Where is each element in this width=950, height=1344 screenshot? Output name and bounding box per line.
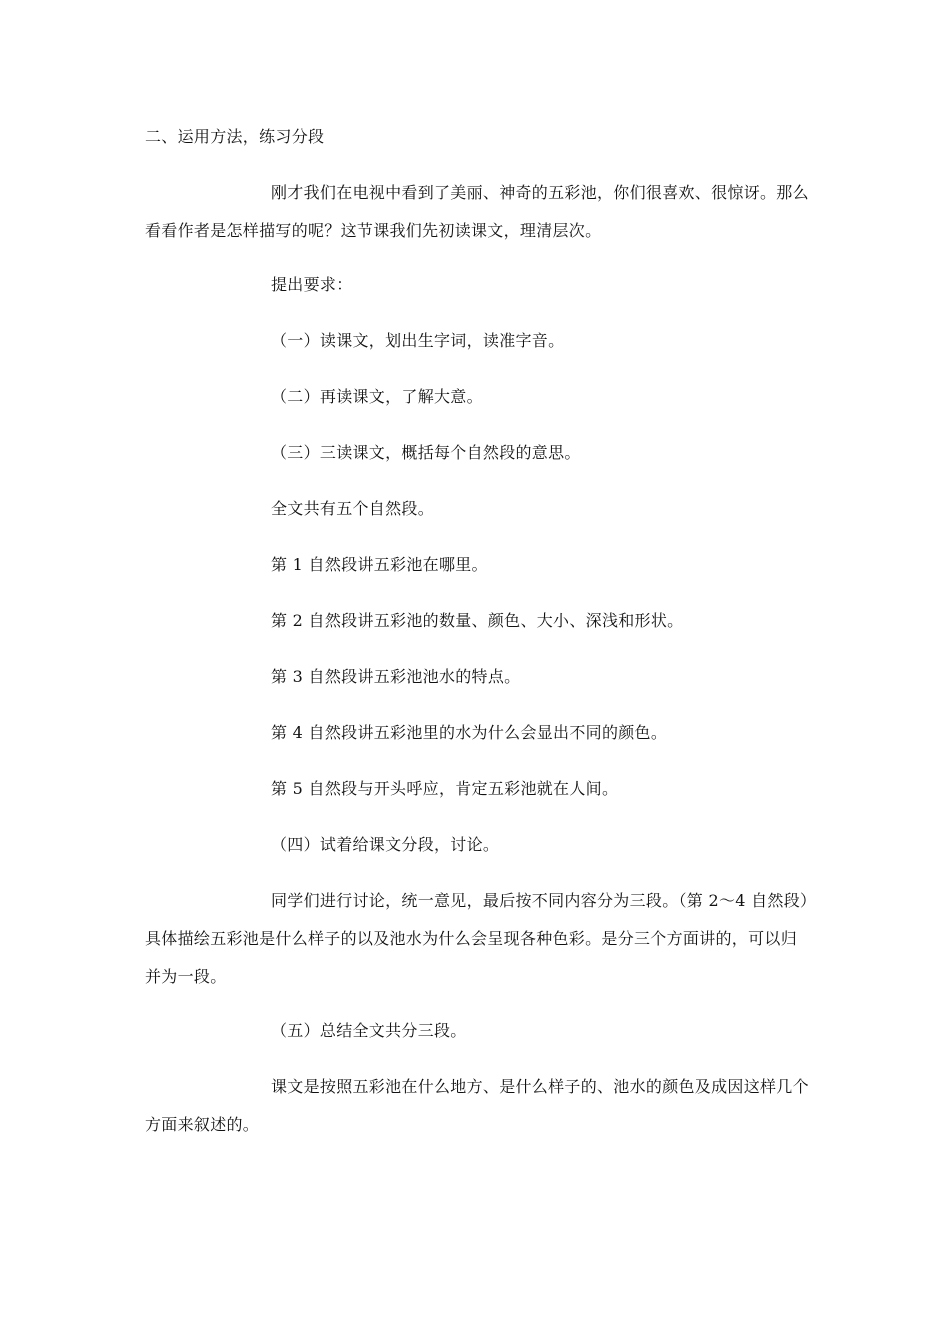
- discussion-task: （四）试着给课文分段，讨论。: [271, 835, 500, 854]
- requirement-three: （三）三读课文，概括每个自然段的意思。: [271, 443, 581, 462]
- conclusion-paragraph: 课文是按照五彩池在什么地方、是什么样子的、池水的颜色及成因这样几个方面来叙述的。: [145, 1077, 809, 1134]
- paragraph-one-summary: 第 1 自然段讲五彩池在哪里。: [271, 555, 488, 574]
- paragraph-count-note: 全文共有五个自然段。: [271, 499, 435, 518]
- paragraph-four-summary: 第 4 自然段讲五彩池里的水为什么会显出不同的颜色。: [271, 723, 668, 742]
- requirement-one: （一）读课文，划出生字词，读准字音。: [271, 331, 565, 350]
- paragraph-three-summary: 第 3 自然段讲五彩池池水的特点。: [271, 667, 521, 686]
- discussion-result: 同学们进行讨论，统一意见，最后按不同内容分为三段。（第 2～4 自然段）具体描绘五彩池是什么样子的以及池水为什么会呈现各种色彩。是分三个方面讲的，可以归并为一段。: [145, 891, 809, 986]
- document-body: [145, 126, 809, 1168]
- intro-paragraph: 刚才我们在电视中看到了美丽、神奇的五彩池，你们很喜欢、很惊讶。那么看看作者是怎样描写的呢？这节课我们先初读课文，理清层次。: [145, 183, 809, 240]
- section-heading: 二、运用方法，练习分段: [145, 127, 325, 146]
- requirements-heading: 提出要求：: [271, 275, 353, 294]
- requirement-two: （二）再读课文，了解大意。: [271, 387, 483, 406]
- conclusion-heading: （五）总结全文共分三段。: [271, 1021, 467, 1040]
- paragraph-two-summary: 第 2 自然段讲五彩池的数量、颜色、大小、深浅和形状。: [271, 611, 684, 630]
- paragraph-five-summary: 第 5 自然段与开头呼应，肯定五彩池就在人间。: [271, 779, 619, 798]
